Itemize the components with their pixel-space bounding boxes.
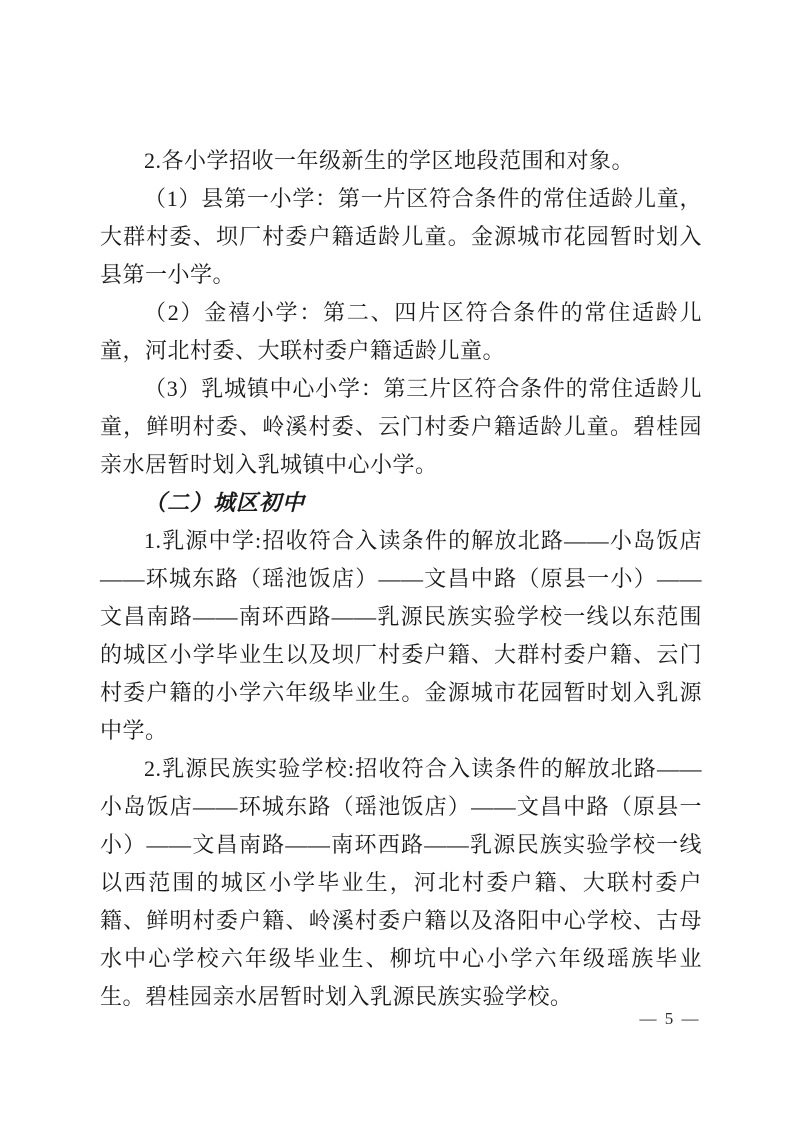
heading-urban-junior-high: （二）城区初中 bbox=[144, 490, 306, 515]
paragraph-ruyuan-middle-school: 1.乳源中学:招收符合入读条件的解放北路——小岛饭店——环城东路（瑶池饭店）——文昌中路（原县一小）——文昌南路——南环西路——乳源民族实验学校一线以东范围的城区小学毕业生以及坝厂村委户籍、大群村委户籍、云门村委户籍的小学六年级毕业生。金源城市花园暂时划入乳源中学。 bbox=[100, 528, 702, 743]
paragraph-rucheng-central-primary: （3）乳城镇中心小学：第三片区符合条件的常住适龄儿童，鲜明村委、岭溪村委、云门村委户籍适龄儿童。碧桂园亲水居暂时划入乳城镇中心小学。 bbox=[100, 376, 702, 477]
paragraph-ruyuan-minzu-experimental-school: 2.乳源民族实验学校:招收符合入读条件的解放北路——小岛饭店——环城东路（瑶池饭店）——文昌中路（原县一小）——文昌南路——南环西路——乳源民族实验学校一线以西范围的城区小学毕业生，河北村委户籍、大联村委户籍、鲜明村委户籍、岭溪村委户籍以及洛阳中心学校、古母水中心学校六年级毕业生、柳坑中心小学六年级瑶族毕业生。碧桂园亲水居暂时划入乳源民族实验学校。 bbox=[100, 756, 702, 1009]
paragraph-county-first-primary: （1）县第一小学：第一片区符合条件的常住适龄儿童，大群村委、坝厂村委户籍适龄儿童。金源城市花园暂时划入县第一小学。 bbox=[100, 186, 702, 287]
page-number: — 5 — bbox=[639, 1009, 701, 1028]
paragraph-primary-school-zones-intro: 2.各小学招收一年级新生的学区地段范围和对象。 bbox=[144, 148, 635, 173]
document-body bbox=[100, 142, 702, 1016]
paragraph-jinxi-primary: （2）金禧小学：第二、四片区符合条件的常住适龄儿童，河北村委、大联村委户籍适龄儿童。 bbox=[100, 300, 702, 363]
